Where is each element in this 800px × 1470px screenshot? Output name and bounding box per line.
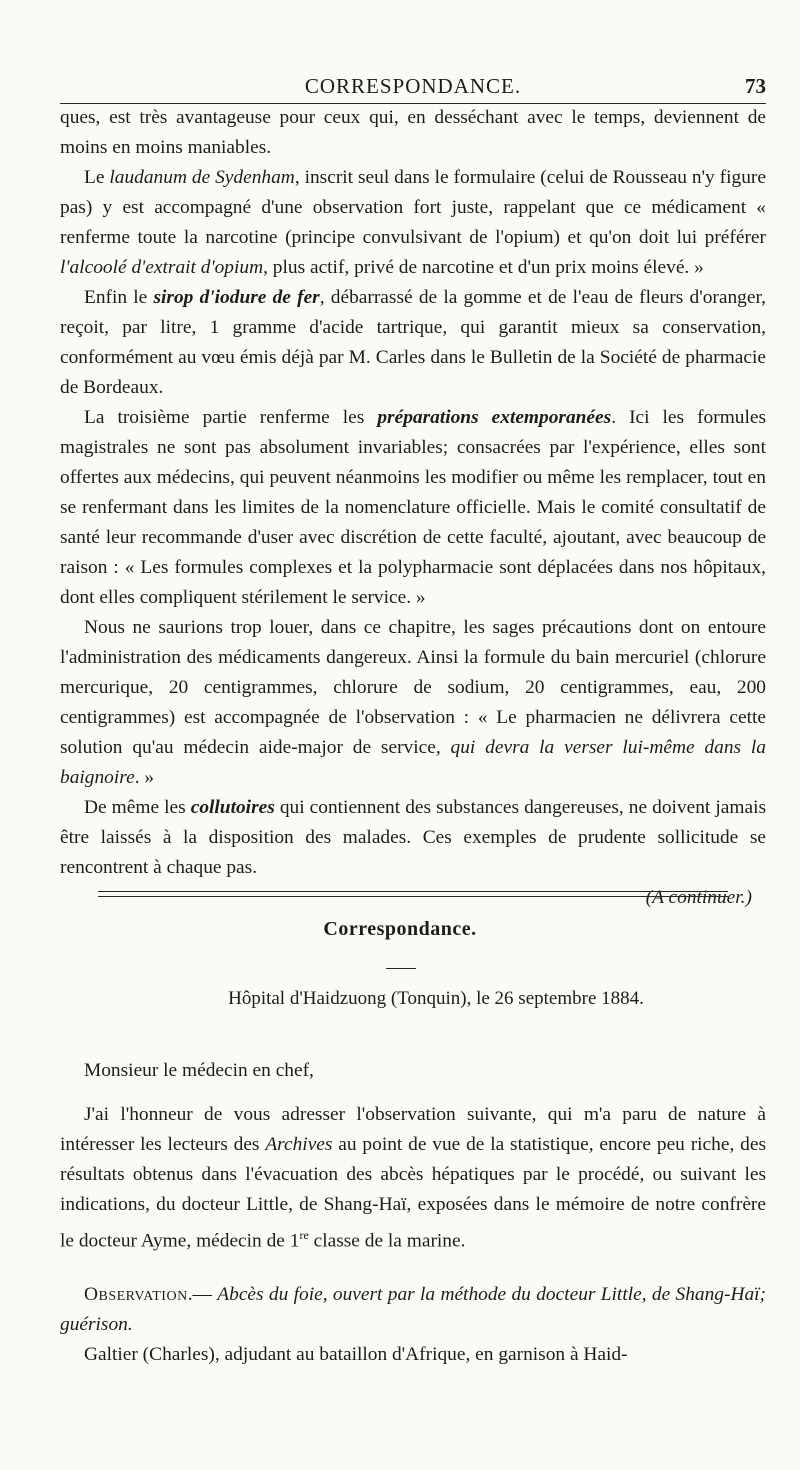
paragraph [60, 1340, 766, 1370]
page-number: 73 [745, 74, 766, 98]
paragraph [60, 283, 766, 403]
text-run: La troisième partie renferme les [84, 407, 378, 428]
section-divider [98, 891, 728, 897]
text-run: Le [84, 167, 110, 188]
text-run: De même les [84, 797, 191, 818]
text-run: collutoires [190, 797, 275, 818]
text-run: , débarrassé de la gomme et de l'eau de fleurs d'oranger, reçoit, par litre, 1 gramme d'acide tartrique, qui garantit mieux sa conservation, conformément au vœu émis déjà par M. Carles dans le Bulletin de la Société de pharmacie de Bordeaux. [60, 287, 766, 398]
text-run: au point de vue de la statistique, encore peu riche, des résultats obtenus dans l'évacuation des abcès hépatiques par le procédé, ou suivant les indications, du docteur Little, de Shang-Haï, exposées dans le mémoire de notre confrère le docteur Ayme, médecin de 1 [60, 1134, 766, 1252]
text-run: Enfin le [84, 287, 154, 308]
text-run: , inscrit seul dans le formulaire (celui de Rousseau n'y figure pas) y est accompagné d'une observation fort juste, rappelant que ce médicament « renferme toute la narcotine (principe convulsivant de l'opium) et qu'on doit lui préférer [60, 167, 766, 248]
text-run: préparations extemporanées [377, 407, 612, 428]
text-run: classe de la marine. [308, 1230, 466, 1252]
text-run: , plus actif, privé de narcotine et d'un prix moins élevé. » [263, 257, 704, 278]
running-head [60, 74, 766, 100]
letter-body [60, 1100, 766, 1256]
text-run: Observation [84, 1284, 188, 1305]
paragraph [60, 613, 766, 793]
paragraph [60, 793, 766, 883]
letter-salutation: Monsieur le médecin en chef, [84, 1060, 314, 1081]
text-run: . » [134, 767, 155, 788]
paragraph [60, 403, 766, 613]
paragraph [60, 883, 766, 913]
text-run: J'ai l'honneur de vous adresser l'observation suivante, qui m'a paru de nature à intéresser les lecteurs des [60, 1104, 766, 1155]
paragraph [60, 1100, 766, 1256]
text-run: ques, est très avantageuse pour ceux qui, en desséchant avec le temps, deviennent de moins en moins maniables. [60, 107, 766, 158]
text-run: re [299, 1228, 309, 1242]
text-run: Galtier (Charles), adjudant au bataillon d'Afrique, en garnison à Haid- [84, 1344, 628, 1365]
text-run: Abcès du foie, ouvert par la méthode du docteur Little, de Shang-Haï; guérison. [60, 1284, 766, 1335]
article-body [60, 103, 766, 913]
text-run: Archives [265, 1134, 333, 1155]
paragraph [60, 163, 766, 283]
title-dash [386, 968, 416, 969]
text-run: Nous ne saurions trop louer, dans ce chapitre, les sages précautions dont on entoure l'administration des médicaments dangereux. Ainsi la formule du bain mercuriel (chlorure mercurique, 20 centigrammes, chlorure de sodium, 20 centigrammes, eau, 200 centigrammes) est accompagnée de l'observation : « Le pharmacien ne délivrera cette solution qu'au médecin aide-major de service, [60, 617, 766, 758]
text-run: laudanum de Sydenham [109, 167, 295, 188]
text-run: (A continuer.) [645, 887, 752, 908]
text-run: sirop d'iodure de fer [153, 287, 320, 308]
text-run: qui contiennent des substances dangereuses, ne doivent jamais être laissés à la disposition des malades. Ces exemples de prudente sollicitude se rencontrent à chaque pas. [60, 797, 766, 878]
text-run: .— [187, 1284, 218, 1305]
paragraph [60, 1280, 766, 1340]
observation-body [60, 1280, 766, 1370]
section-title: Correspondance. [323, 918, 477, 940]
paragraph [60, 103, 766, 163]
text-run: qui devra la verser lui-même dans la baignoire [60, 737, 766, 788]
text-run: . Ici les formules magistrales ne sont pas absolument invariables; consacrées par l'expérience, elles sont offertes aux médecins, qui peuvent néanmoins les modifier ou même les remplacer, tout en se renfermant dans les limites de la nomenclature officielle. Mais le comité consultatif de santé leur recommande d'user avec discrétion de cette faculté, ajoutant, avec beaucoup de raison : « Les formules complexes et la polypharmacie sont déplacées dans nos hôpitaux, dont elles compliquent stérilement le service. » [60, 407, 767, 608]
letter-dateline: Hôpital d'Haidzuong (Tonquin), le 26 septembre 1884. [228, 988, 644, 1009]
text-run: l'alcoolé d'extrait d'opium [60, 257, 264, 278]
running-title: CORRESPONDANCE. [304, 74, 522, 98]
